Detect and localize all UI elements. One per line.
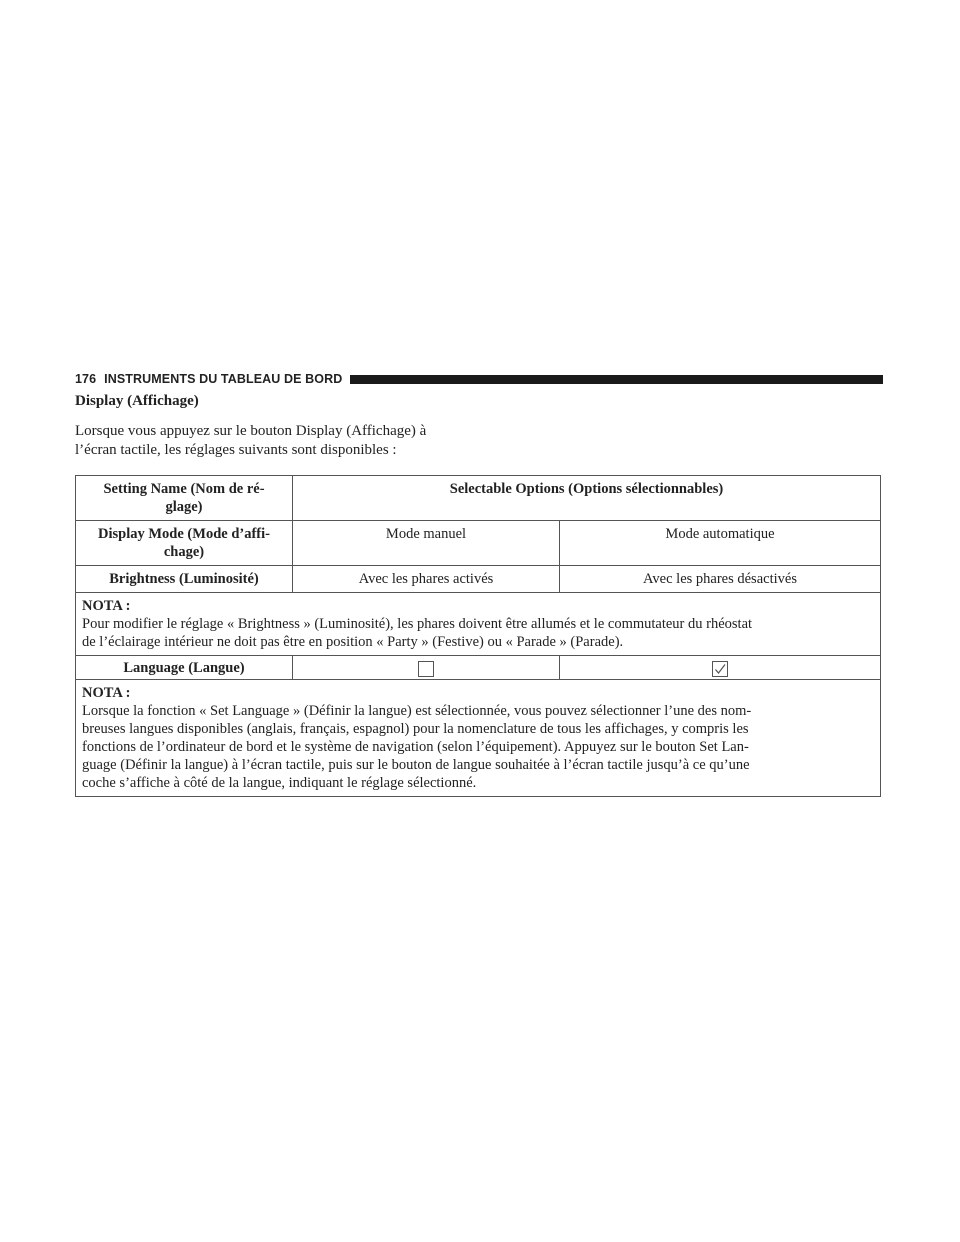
note-line: Lorsque la fonction « Set Language » (Définir la langue) est sélectionnée, vous pouvez sélectionner l’une des nom-	[82, 703, 752, 720]
setting-name-cell: Language (Langue)	[76, 656, 293, 680]
table-row	[76, 566, 881, 593]
note-label: NOTA :	[82, 598, 131, 614]
note-cell	[76, 680, 881, 797]
note-line: Pour modifier le réglage « Brightness » (Luminosité), les phares doivent être allumés et le commutateur du rhéostat	[82, 616, 753, 632]
note-line: guage (Définir la langue) à l’écran tactile, puis sur le bouton de langue souhaitée à l’écran tactile jusqu’à ce qu’une	[82, 757, 750, 774]
empty-checkbox-icon	[418, 661, 434, 677]
setting-name-header	[76, 476, 293, 521]
checked-checkbox-icon	[712, 661, 728, 677]
header-line: Setting Name (Nom de ré-	[103, 481, 265, 497]
intro-paragraph	[75, 422, 495, 460]
setting-name-cell: Brightness (Luminosité)	[76, 566, 293, 593]
option-cell	[293, 656, 560, 680]
option-cell: Mode manuel	[293, 521, 560, 566]
intro-line: Lorsque vous appuyez sur le bouton Display (Affichage) à	[75, 423, 427, 439]
table-row	[76, 521, 881, 566]
note-cell	[76, 593, 881, 656]
note-line: fonctions de l’ordinateur de bord et le système de navigation (selon l’équipement). Appuyez sur le bouton Set Lan-	[82, 739, 749, 756]
table-header-row	[76, 476, 881, 521]
option-cell: Mode automatique	[560, 521, 881, 566]
selectable-options-header: Selectable Options (Options sélectionnables)	[293, 476, 881, 521]
note-row	[76, 680, 881, 797]
note-line: coche s’affiche à côté de la langue, indiquant le réglage sélectionné.	[82, 775, 477, 792]
section-heading: Display (Affichage)	[75, 393, 199, 409]
settings-table	[75, 475, 881, 797]
checkmark-icon	[713, 662, 727, 676]
page-number: 176	[75, 372, 97, 386]
note-label: NOTA :	[82, 685, 131, 702]
setting-name-line: chage)	[163, 544, 205, 560]
section-title: INSTRUMENTS DU TABLEAU DE BORD	[104, 372, 343, 386]
header-rule	[350, 375, 883, 384]
intro-line: l’écran tactile, les réglages suivants sont disponibles :	[75, 442, 397, 458]
note-line: de l’éclairage intérieur ne doit pas être en position « Party » (Festive) ou « Parade » (Parade).	[82, 634, 624, 650]
option-cell: Avec les phares activés	[293, 566, 560, 593]
note-line: breuses langues disponibles (anglais, français, espagnol) pour la nomenclature de tous les affichages, y compris les	[82, 721, 749, 738]
setting-name-line: Display Mode (Mode d’affi-	[98, 526, 270, 542]
note-row	[76, 593, 881, 656]
page-header	[75, 371, 883, 387]
option-cell: Avec les phares désactivés	[560, 566, 881, 593]
header-line: glage)	[165, 499, 203, 515]
setting-name-cell	[76, 521, 293, 566]
option-cell	[560, 656, 881, 680]
table-row	[76, 656, 881, 680]
